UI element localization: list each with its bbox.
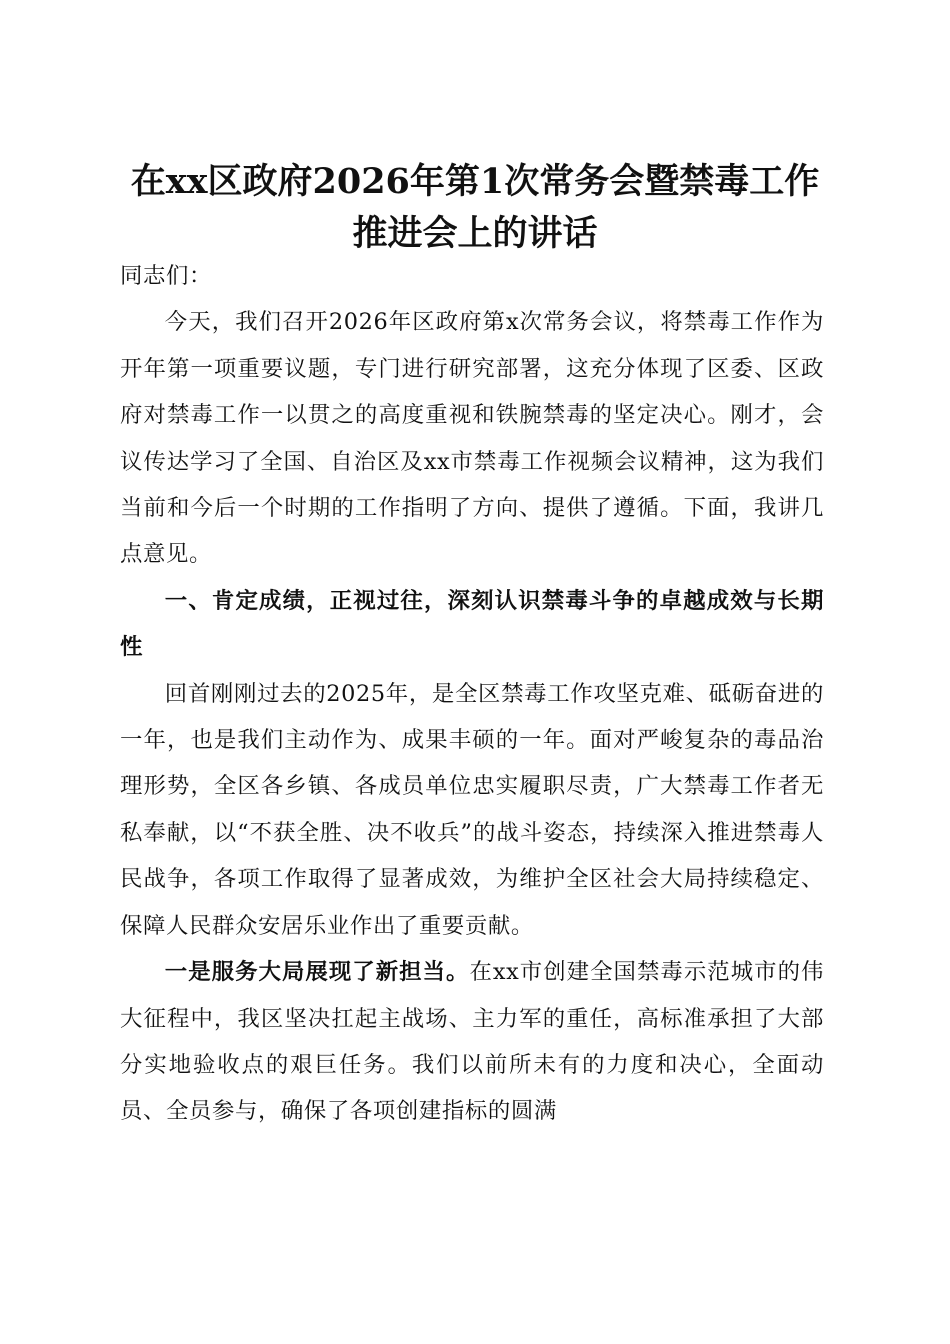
- document-body: [120, 253, 824, 1135]
- review-paragraph: 回首刚刚过去的2025年，是全区禁毒工作攻坚克难、砥砺奋进的一年，也是我们主动作为、成果丰硕的一年。面对严峻复杂的毒品治理形势，全区各乡镇、各成员单位忠实履职尽责，广大禁毒工作者无私奉献，以“不获全胜、决不收兵”的战斗姿态，持续深入推进禁毒人民战争，各项工作取得了显著成效，为维护全区社会大局持续稳定、保障人民群众安居乐业作出了重要贡献。: [120, 680, 824, 939]
- salutation: 同志们：: [120, 263, 212, 289]
- title-line-1: 在xx区政府2026年第1次常务会暨禁毒工作: [130, 161, 820, 203]
- point-1-body: 在xx市创建全国禁毒示范城市的伟大征程中，我区坚决扛起主战场、主力军的重任，高标准承担了大部分实地验收点的艰巨任务。我们以前所未有的力度和决心，全面动员、全员参与，确保了各项创建指标的圆满: [120, 959, 824, 1125]
- point-1-paragraph: [120, 949, 824, 1135]
- page-title: [100, 156, 850, 260]
- title-line-2: 推进会上的讲话: [352, 213, 598, 255]
- intro-paragraph: 今天，我们召开2026年区政府第x次常务会议，将禁毒工作作为开年第一项重要议题，专门进行研究部署，这充分体现了区委、区政府对禁毒工作一以贯之的高度重视和铁腕禁毒的坚定决心。刚才，会议传达学习了全国、自治区及xx市禁毒工作视频会议精神，这为我们当前和今后一个时期的工作指明了方向、提供了遵循。下面，我讲几点意见。: [120, 309, 824, 568]
- point-1-lead: 一是服务大局展现了新担当。: [164, 959, 470, 986]
- section-heading-1: 一、肯定成绩，正视过往，深刻认识禁毒斗争的卓越成效与长期性: [120, 587, 824, 661]
